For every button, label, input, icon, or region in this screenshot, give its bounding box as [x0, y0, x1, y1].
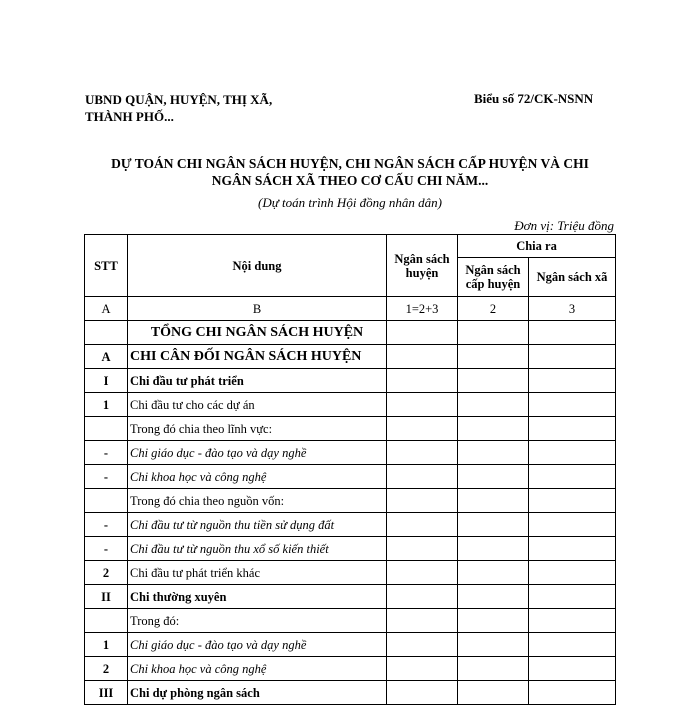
- row-content: Chi khoa học và công nghệ: [128, 465, 387, 489]
- row-stt: 1: [85, 633, 128, 657]
- header-commune: Ngân sách xã: [529, 258, 616, 297]
- row-district-level: [458, 345, 529, 369]
- row-content: Chi đầu tư từ nguồn thu xổ số kiến thiết: [128, 537, 387, 561]
- row-content: CHI CÂN ĐỐI NGÂN SÁCH HUYỆN: [128, 345, 387, 369]
- title-line-1: DỰ TOÁN CHI NGÂN SÁCH HUYỆN, CHI NGÂN SÁCH CẤP HUYỆN VÀ CHI: [111, 156, 589, 171]
- row-budget-district: [387, 585, 458, 609]
- row-budget-district: [387, 609, 458, 633]
- row-commune: [529, 537, 616, 561]
- table-row: [85, 441, 616, 465]
- row-district-level: [458, 417, 529, 441]
- row-stt: -: [85, 441, 128, 465]
- row-content: Trong đó chia theo nguồn vốn:: [128, 489, 387, 513]
- table-row: [85, 609, 616, 633]
- row-district-level: [458, 681, 529, 705]
- agency-header: [85, 91, 272, 125]
- table-row: [85, 537, 616, 561]
- row-content: Chi dự phòng ngân sách: [128, 681, 387, 705]
- title-line-2: NGÂN SÁCH XÃ THEO CƠ CẤU CHI NĂM...: [211, 173, 489, 188]
- row-commune: [529, 321, 616, 345]
- row-commune: [529, 369, 616, 393]
- row-stt: II: [85, 585, 128, 609]
- row-budget-district: [387, 681, 458, 705]
- row-stt: [85, 609, 128, 633]
- header-content: Nội dung: [128, 235, 387, 297]
- row-stt: I: [85, 369, 128, 393]
- row-commune: [529, 585, 616, 609]
- row-budget-district: [387, 561, 458, 585]
- row-content: Chi giáo dục - đào tạo và dạy nghề: [128, 633, 387, 657]
- row-district-level: [458, 609, 529, 633]
- row-budget-district: [387, 321, 458, 345]
- row-district-level: [458, 369, 529, 393]
- agency-line-1: UBND QUẬN, HUYỆN, THỊ XÃ,: [85, 92, 273, 107]
- row-budget-district: [387, 657, 458, 681]
- row-content: Chi đầu tư phát triển: [128, 369, 387, 393]
- unit-label: Đơn vị: Triệu đồng: [514, 218, 614, 233]
- row-budget-district: [387, 441, 458, 465]
- form-number: Biểu số 72/CK-NSNN: [474, 91, 594, 106]
- budget-table: [84, 234, 616, 705]
- row-content: Chi giáo dục - đào tạo và dạy nghề: [128, 441, 387, 465]
- row-district-level: [458, 321, 529, 345]
- code-cell: 1=2+3: [387, 297, 458, 321]
- row-commune: [529, 633, 616, 657]
- row-commune: [529, 609, 616, 633]
- row-content: TỔNG CHI NGÂN SÁCH HUYỆN: [128, 321, 387, 345]
- table-row: [85, 633, 616, 657]
- agency-line-2: THÀNH PHỐ...: [85, 109, 174, 124]
- header-district-level: Ngân sách cấp huyện: [458, 258, 529, 297]
- row-stt: -: [85, 513, 128, 537]
- row-content: Trong đó:: [128, 609, 387, 633]
- row-district-level: [458, 585, 529, 609]
- table-row: [85, 369, 616, 393]
- row-stt: 2: [85, 657, 128, 681]
- table-row: [85, 321, 616, 345]
- row-budget-district: [387, 345, 458, 369]
- table-row: [85, 561, 616, 585]
- code-cell: B: [128, 297, 387, 321]
- code-cell: 2: [458, 297, 529, 321]
- row-content: Chi thường xuyên: [128, 585, 387, 609]
- table-row: [85, 393, 616, 417]
- row-stt: [85, 321, 128, 345]
- row-content: Trong đó chia theo lĩnh vực:: [128, 417, 387, 441]
- row-stt: A: [85, 345, 128, 369]
- row-budget-district: [387, 417, 458, 441]
- row-commune: [529, 513, 616, 537]
- row-district-level: [458, 657, 529, 681]
- row-commune: [529, 465, 616, 489]
- row-budget-district: [387, 369, 458, 393]
- row-content: Chi đầu tư phát triển khác: [128, 561, 387, 585]
- row-district-level: [458, 513, 529, 537]
- row-stt: -: [85, 465, 128, 489]
- row-district-level: [458, 561, 529, 585]
- document-title: [60, 155, 640, 189]
- table-row: [85, 585, 616, 609]
- row-commune: [529, 657, 616, 681]
- row-budget-district: [387, 465, 458, 489]
- table-row: [85, 345, 616, 369]
- row-budget-district: [387, 633, 458, 657]
- table-row: [85, 657, 616, 681]
- row-commune: [529, 441, 616, 465]
- row-stt: -: [85, 537, 128, 561]
- row-district-level: [458, 633, 529, 657]
- row-commune: [529, 681, 616, 705]
- row-content: Chi khoa học và công nghệ: [128, 657, 387, 681]
- code-row: [85, 297, 616, 321]
- row-commune: [529, 417, 616, 441]
- row-stt: 2: [85, 561, 128, 585]
- row-commune: [529, 561, 616, 585]
- row-district-level: [458, 441, 529, 465]
- row-content: Chi đầu tư từ nguồn thu tiền sử dụng đất: [128, 513, 387, 537]
- row-district-level: [458, 537, 529, 561]
- row-commune: [529, 393, 616, 417]
- table-row: [85, 513, 616, 537]
- row-budget-district: [387, 537, 458, 561]
- row-stt: 1: [85, 393, 128, 417]
- code-cell: A: [85, 297, 128, 321]
- row-district-level: [458, 393, 529, 417]
- row-budget-district: [387, 513, 458, 537]
- row-stt: III: [85, 681, 128, 705]
- table-row: [85, 417, 616, 441]
- row-commune: [529, 345, 616, 369]
- table-row: [85, 465, 616, 489]
- row-budget-district: [387, 489, 458, 513]
- header-split: Chia ra: [458, 235, 616, 258]
- header-stt: STT: [85, 235, 128, 297]
- code-cell: 3: [529, 297, 616, 321]
- row-stt: [85, 417, 128, 441]
- row-district-level: [458, 489, 529, 513]
- table-row: [85, 681, 616, 705]
- row-content: Chi đầu tư cho các dự án: [128, 393, 387, 417]
- row-district-level: [458, 465, 529, 489]
- table-row: [85, 489, 616, 513]
- header-budget-district: Ngân sách huyện: [387, 235, 458, 297]
- document-subtitle: (Dự toán trình Hội đồng nhân dân): [257, 195, 443, 210]
- row-commune: [529, 489, 616, 513]
- row-stt: [85, 489, 128, 513]
- row-budget-district: [387, 393, 458, 417]
